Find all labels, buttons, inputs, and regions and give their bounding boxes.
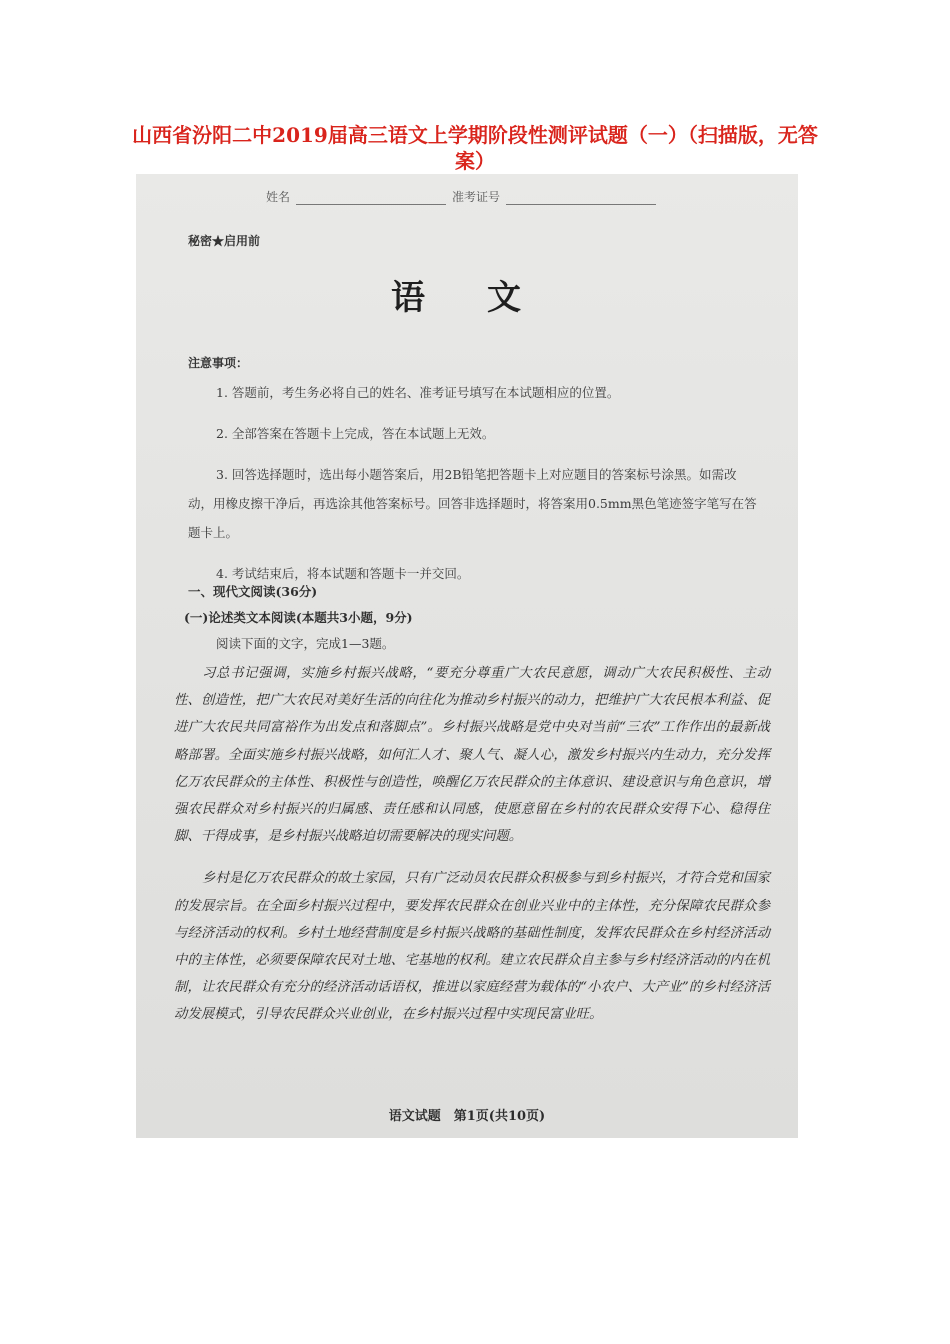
id-blank — [506, 192, 656, 205]
notice-item: 1. 答题前，考生务必将自己的姓名、准考证号填写在本试题相应的位置。 — [216, 385, 620, 400]
id-label: 准考证号 — [452, 190, 501, 204]
scanned-exam-page — [136, 174, 798, 1138]
name-label: 姓名 — [266, 190, 291, 204]
name-blank — [296, 192, 446, 205]
reading-instruction: 阅读下面的文字，完成1—3题。 — [216, 636, 395, 651]
secret-mark: 秘密★启用前 — [188, 234, 261, 248]
passage-paragraph: 习总书记强调，实施乡村振兴战略，“要充分尊重广大农民意愿，调动广大农民积极性、主动性、创造性，把广大农民对美好生活的向往化为推动乡村振兴的动力，把维护广大农民根本利益、促进广大农民共同富裕作为出发点和落脚点”。乡村振兴战略是党中央对当前“三农”工作作出的最新战略部署。全面实施乡村振兴战略，如何汇人才、聚人气、凝人心，激发乡村振兴内生动力，充分发挥亿万农民群众的主体性、积极性与创造性，唤醒亿万农民群众的主体意识、建设意识与角色意识，增强农民群众对乡村振兴的归属感、责任感和认同感，使愿意留在乡村的农民群众安得下心、稳得住脚、干得成事，是乡村振兴战略迫切需要解决的现实问题。 — [174, 666, 770, 845]
document-title: 山西省汾阳二中2019届高三语文上学期阶段性测评试题（一）（扫描版，无答案） — [132, 123, 818, 173]
notice-item: 3. 回答选择题时，选出每小题答案后，用2B铅笔把答题卡上对应题目的答案标号涂黑。如需改动，用橡皮擦干净后，再选涂其他答案标号。回答非选择题时，将答案用0.5mm黑色笔迹签字笔写在答题卡上。 — [188, 467, 757, 540]
subsection-heading: (一)论述类文本阅读(本题共3小题，9分) — [184, 610, 413, 625]
notice-list — [188, 378, 758, 588]
notice-heading: 注意事项： — [188, 356, 249, 370]
reading-passage — [174, 660, 770, 1029]
passage-paragraph: 乡村是亿万农民群众的故土家园，只有广泛动员农民群众积极参与到乡村振兴，才符合党和国家的发展宗旨。在全面乡村振兴过程中，要发挥农民群众在创业兴业中的主体性，充分保障农民群众参与经济活动的权利。乡村土地经营制度是乡村振兴战略的基础性制度，发挥农民群众在乡村经济活动中的主体性，必须要保障农民对土地、宅基地的权利。建立农民群众自主参与乡村经济活动的内在机制，让农民群众有充分的经济活动话语权，推进以家庭经营为载体的“小农户、大产业”的乡村经济活动发展模式，引导农民群众兴业创业，在乡村振兴过程中实现民富业旺。 — [174, 871, 770, 1023]
subject-title: 语文 — [391, 278, 583, 318]
notice-item: 2. 全部答案在答题卡上完成，答在本试题上无效。 — [216, 426, 495, 441]
page-footer: 语文试题 第1页(共10页) — [388, 1109, 546, 1124]
notice-item: 4. 考试结束后，将本试题和答题卡一并交回。 — [216, 566, 470, 581]
name-id-line — [266, 188, 656, 205]
section-heading: 一、现代文阅读(36分) — [188, 584, 318, 599]
